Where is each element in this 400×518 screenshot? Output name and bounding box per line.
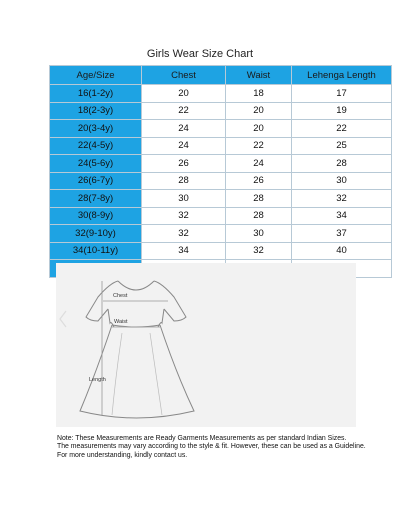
- table-row: [50, 190, 392, 208]
- cell-waist: 20: [226, 120, 292, 138]
- cell-age-size: 34(10-11y): [50, 242, 142, 260]
- cell-lehenga-length: 25: [292, 137, 392, 155]
- header-chest: Chest: [142, 66, 226, 85]
- cell-age-size: 16(1-2y): [50, 85, 142, 103]
- table-header-row: [50, 66, 392, 85]
- cell-waist: 30: [226, 225, 292, 243]
- cell-waist: 20: [226, 102, 292, 120]
- cell-lehenga-length: 19: [292, 102, 392, 120]
- dress-sketch: [56, 263, 356, 427]
- page-title: Girls Wear Size Chart: [146, 48, 254, 60]
- cell-chest: 28: [142, 172, 226, 190]
- cell-age-size: 22(4-5y): [50, 137, 142, 155]
- table-row: [50, 102, 392, 120]
- garment-measurement-diagram: [56, 263, 356, 427]
- cell-age-size: 32(9-10y): [50, 225, 142, 243]
- cell-lehenga-length: 40: [292, 242, 392, 260]
- cell-lehenga-length: 30: [292, 172, 392, 190]
- cell-waist: 18: [226, 85, 292, 103]
- cell-waist: 26: [226, 172, 292, 190]
- chest-label: Chest: [113, 293, 128, 299]
- note-line: Note: These Measurements are Ready Garments Measurements as per standard Indian Sizes.: [57, 435, 347, 442]
- cell-waist: 28: [226, 207, 292, 225]
- header-waist: Waist: [226, 66, 292, 85]
- table-row: [50, 172, 392, 190]
- table-row: [50, 225, 392, 243]
- table-row: [50, 242, 392, 260]
- waist-label: Waist: [114, 319, 128, 325]
- cell-lehenga-length: 34: [292, 207, 392, 225]
- cell-chest: 26: [142, 155, 226, 173]
- table-row: [50, 85, 392, 103]
- cell-age-size: 18(2-3y): [50, 102, 142, 120]
- cell-age-size: 28(7-8y): [50, 190, 142, 208]
- table-row: [50, 207, 392, 225]
- cell-waist: 28: [226, 190, 292, 208]
- cell-lehenga-length: 17: [292, 85, 392, 103]
- cell-lehenga-length: 22: [292, 120, 392, 138]
- length-label: Length: [89, 377, 106, 383]
- table-row: [50, 120, 392, 138]
- cell-age-size: 20(3-4y): [50, 120, 142, 138]
- cell-chest: 32: [142, 207, 226, 225]
- cell-age-size: 26(6-7y): [50, 172, 142, 190]
- table-row: [50, 137, 392, 155]
- cell-chest: 34: [142, 242, 226, 260]
- cell-chest: 24: [142, 120, 226, 138]
- cell-waist: 22: [226, 137, 292, 155]
- cell-age-size: 30(8-9y): [50, 207, 142, 225]
- note-line: For more understanding, kindly contact us.: [57, 451, 188, 459]
- cell-waist: 32: [226, 242, 292, 260]
- cell-chest: 24: [142, 137, 226, 155]
- cell-waist: 24: [226, 155, 292, 173]
- cell-lehenga-length: 28: [292, 155, 392, 173]
- cell-lehenga-length: 37: [292, 225, 392, 243]
- cell-chest: 20: [142, 85, 226, 103]
- cell-age-size: 24(5-6y): [50, 155, 142, 173]
- cell-lehenga-length: 32: [292, 190, 392, 208]
- header-lehenga-length: Lehenga Length: [292, 66, 392, 85]
- header-age-size: Age/Size: [50, 66, 142, 85]
- table-row: [50, 155, 392, 173]
- note-line: The measurements may vary according to the style & fit. However, these can be used as a Guideline.: [57, 443, 366, 451]
- cell-chest: 22: [142, 102, 226, 120]
- size-chart-table: [49, 65, 392, 278]
- cell-chest: 30: [142, 190, 226, 208]
- cell-chest: 32: [142, 225, 226, 243]
- measurement-note: [57, 435, 377, 460]
